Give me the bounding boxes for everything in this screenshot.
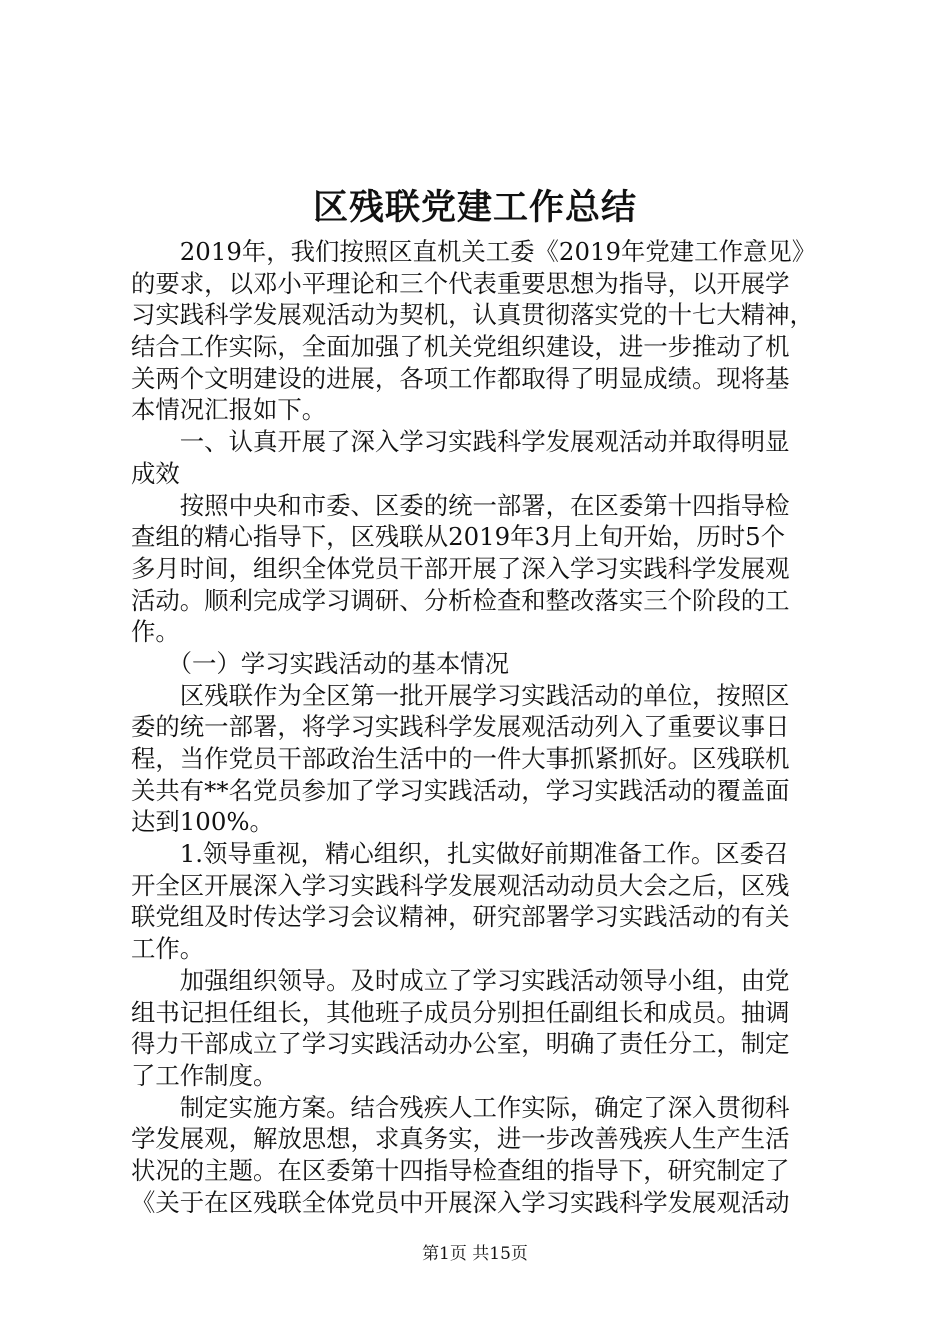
body-line: 本情况汇报如下。 [131, 395, 327, 425]
body-line: 按照中央和市委、区委的统一部署，在区委第十四指导检 [131, 490, 790, 520]
body-line: 1.领导重视，精心组织，扎实做好前期准备工作。区委召 [131, 839, 789, 869]
body-line: 工作。 [131, 934, 205, 964]
body-line: 关共有**名党员参加了学习实践活动，学习实践活动的覆盖面 [131, 775, 790, 805]
body-line: 开全区开展深入学习实践科学发展观活动动员大会之后，区残 [131, 870, 790, 900]
body-line: 制定实施方案。结合残疾人工作实际，确定了深入贯彻科 [131, 1092, 790, 1122]
page-footer: 第1页 共15页 [422, 1244, 528, 1264]
body-line: 的要求，以邓小平理论和三个代表重要思想为指导，以开展学 [131, 268, 790, 298]
body-line: 成效 [131, 458, 180, 488]
body-line: 《关于在区残联全体党员中开展深入学习实践科学发展观活动 [131, 1187, 790, 1217]
body-line: 得力干部成立了学习实践活动办公室，明确了责任分工，制定 [131, 1029, 790, 1059]
body-line: 达到100%。 [131, 807, 274, 837]
body-line: 区残联作为全区第一批开展学习实践活动的单位，按照区 [131, 680, 790, 710]
body-line: 加强组织领导。及时成立了学习实践活动领导小组，由党 [131, 965, 790, 995]
body-line: 委的统一部署，将学习实践科学发展观活动列入了重要议事日 [131, 712, 790, 742]
body-line: （一）学习实践活动的基本情况 [131, 648, 510, 678]
body-line: 学发展观，解放思想，求真务实，进一步改善残疾人生产生活 [131, 1124, 790, 1154]
document-body [131, 236, 841, 1218]
body-line: 活动。顺利完成学习调研、分析检查和整改落实三个阶段的工 [131, 585, 790, 615]
body-line: 关两个文明建设的进展，各项工作都取得了明显成绩。现将基 [131, 363, 790, 393]
body-line: 多月时间，组织全体党员干部开展了深入学习实践科学发展观 [131, 553, 790, 583]
document-title: 区残联党建工作总结 [312, 187, 637, 228]
body-line: 程，当作党员干部政治生活中的一件大事抓紧抓好。区残联机 [131, 744, 790, 773]
body-line: 结合工作实际，全面加强了机关党组织建设，进一步推动了机 [131, 332, 790, 362]
body-line: 2019年，我们按照区直机关工委《2019年党建工作意见》 [131, 237, 817, 266]
body-line: 状况的主题。在区委第十四指导检查组的指导下，研究制定了 [131, 1155, 790, 1185]
body-line: 了工作制度。 [131, 1060, 278, 1090]
body-line: 习实践科学发展观活动为契机，认真贯彻落实党的十七大精神， [131, 300, 814, 330]
body-line: 查组的精心指导下，区残联从2019年3月上旬开始，历时5个 [131, 522, 786, 552]
body-line: 作。 [131, 617, 180, 647]
body-line: 组书记担任组长，其他班子成员分别担任副组长和成员。抽调 [131, 997, 790, 1027]
body-line: 联党组及时传达学习会议精神，研究部署学习实践活动的有关 [131, 902, 790, 932]
body-line: 一、认真开展了深入学习实践科学发展观活动并取得明显 [131, 427, 790, 457]
